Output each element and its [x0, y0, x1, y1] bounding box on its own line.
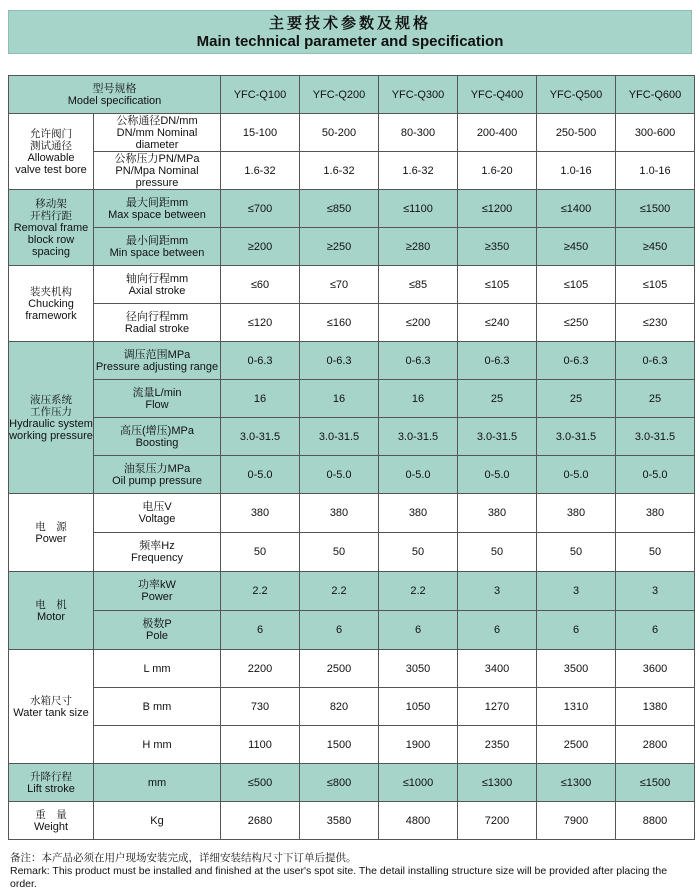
title-chinese: 主要技术参数及规格: [268, 15, 431, 32]
parameter-cell: [94, 380, 221, 418]
parameter-label-zh: H mm: [142, 738, 172, 751]
parameter-cell: [94, 611, 221, 650]
category-label-en: Motor: [36, 610, 66, 623]
value-cell: 4800: [379, 802, 458, 840]
parameter-cell: [94, 572, 221, 611]
model-header: YFC-Q200: [300, 76, 379, 114]
value-cell: ≥350: [458, 228, 537, 266]
parameter-label-zh: mm: [147, 776, 167, 789]
value-cell: ≤1300: [537, 764, 616, 802]
value-cell: 15-100: [221, 114, 300, 152]
parameter-label-zh: L mm: [143, 662, 171, 675]
value-cell: 380: [458, 494, 537, 533]
value-cell: ≥250: [300, 228, 379, 266]
category-cell: [9, 342, 94, 494]
category-label-en: Chucking framework: [25, 297, 77, 322]
model-spec-header: 型号规格 Model specification: [9, 76, 221, 114]
value-cell: 2350: [458, 726, 537, 764]
model-header: YFC-Q600: [616, 76, 695, 114]
parameter-cell: [94, 802, 221, 840]
category-label-zh: 升降行程: [30, 770, 72, 783]
spec-row: [9, 418, 695, 456]
parameter-cell: [94, 533, 221, 572]
category-cell: [9, 190, 94, 266]
parameter-label-zh: 电压V: [142, 501, 172, 513]
parameter-label-zh: 轴向行程mm: [125, 272, 189, 285]
category-cell: [9, 266, 94, 342]
value-cell: ≤850: [300, 190, 379, 228]
value-cell: ≤1500: [616, 190, 695, 228]
value-cell: 0-6.3: [300, 342, 379, 380]
parameter-cell: [94, 342, 221, 380]
value-cell: 2500: [300, 650, 379, 688]
category-label-zh: 装夹机构: [30, 285, 72, 298]
value-cell: 1.0-16: [616, 152, 695, 190]
category-cell: [9, 764, 94, 802]
value-cell: 0-6.3: [221, 342, 300, 380]
parameter-cell: [94, 726, 221, 764]
spec-row: [9, 152, 695, 190]
parameter-label-en: Axial stroke: [128, 284, 186, 297]
value-cell: 3.0-31.5: [221, 418, 300, 456]
parameter-label-zh: B mm: [142, 700, 172, 713]
parameter-label-zh: 频率Hz: [139, 540, 175, 552]
spec-row: [9, 764, 695, 802]
header-row: [9, 76, 695, 114]
value-cell: ≤500: [221, 764, 300, 802]
category-label-en: Removal frame block row spacing: [13, 221, 89, 258]
category-cell: [9, 572, 94, 650]
value-cell: 1310: [537, 688, 616, 726]
value-cell: 380: [379, 494, 458, 533]
category-label-en: Lift stroke: [27, 782, 75, 795]
value-cell: 2800: [616, 726, 695, 764]
value-cell: 3.0-31.5: [379, 418, 458, 456]
category-label-en: Weight: [33, 820, 69, 833]
value-cell: 0-5.0: [616, 456, 695, 494]
value-cell: 0-6.3: [616, 342, 695, 380]
value-cell: ≤1500: [616, 764, 695, 802]
parameter-label-en: Max space between: [108, 208, 206, 221]
value-cell: 3.0-31.5: [537, 418, 616, 456]
parameter-label-zh: 调压范围MPa: [123, 348, 191, 361]
value-cell: 16: [379, 380, 458, 418]
value-cell: ≤105: [537, 266, 616, 304]
parameter-cell: [94, 266, 221, 304]
value-cell: 0-6.3: [379, 342, 458, 380]
parameter-cell: [94, 152, 221, 190]
spec-row: [9, 304, 695, 342]
value-cell: 25: [616, 380, 695, 418]
value-cell: 6: [458, 611, 537, 650]
value-cell: 7900: [537, 802, 616, 840]
value-cell: 50: [616, 533, 695, 572]
value-cell: 3580: [300, 802, 379, 840]
remark-english: Remark: This product must be installed and finished at the user's spot site. The detail installing structure size will be provided after placing the order.: [10, 865, 668, 890]
value-cell: ≤240: [458, 304, 537, 342]
value-cell: 3.0-31.5: [300, 418, 379, 456]
category-label-en: Water tank size: [13, 706, 89, 719]
value-cell: 7200: [458, 802, 537, 840]
parameter-label-zh: 公称压力PN/MPa: [114, 152, 200, 165]
value-cell: 2680: [221, 802, 300, 840]
value-cell: 16: [221, 380, 300, 418]
parameter-label-zh: 最大间距mm: [125, 196, 189, 209]
value-cell: 50: [458, 533, 537, 572]
model-header: YFC-Q400: [458, 76, 537, 114]
value-cell: ≥200: [221, 228, 300, 266]
parameter-cell: [94, 228, 221, 266]
value-cell: 0-5.0: [300, 456, 379, 494]
value-cell: ≤60: [221, 266, 300, 304]
parameter-label-zh: 极数P: [142, 618, 172, 630]
value-cell: 6: [300, 611, 379, 650]
value-cell: 8800: [616, 802, 695, 840]
parameter-label-en: Frequency: [131, 552, 183, 564]
value-cell: 380: [300, 494, 379, 533]
parameter-cell: [94, 650, 221, 688]
value-cell: ≤120: [221, 304, 300, 342]
spec-table: [8, 75, 695, 840]
parameter-cell: [94, 764, 221, 802]
value-cell: 3500: [537, 650, 616, 688]
value-cell: ≤250: [537, 304, 616, 342]
spec-row: [9, 380, 695, 418]
value-cell: 80-300: [379, 114, 458, 152]
value-cell: ≤105: [616, 266, 695, 304]
value-cell: 1100: [221, 726, 300, 764]
model-header: YFC-Q300: [379, 76, 458, 114]
parameter-label-en: Power: [141, 591, 173, 603]
value-cell: 2500: [537, 726, 616, 764]
value-cell: ≤230: [616, 304, 695, 342]
spec-row: [9, 190, 695, 228]
category-label-en: Hydraulic system working pressure: [9, 417, 93, 442]
value-cell: 1500: [300, 726, 379, 764]
category-label-zh: 电 源: [35, 520, 67, 533]
title-english: Main technical parameter and specification: [196, 33, 504, 50]
value-cell: ≤800: [300, 764, 379, 802]
value-cell: 6: [537, 611, 616, 650]
value-cell: 730: [221, 688, 300, 726]
value-cell: 1.0-16: [537, 152, 616, 190]
category-label-en: Power: [35, 532, 67, 545]
value-cell: 1.6-32: [379, 152, 458, 190]
spec-row: [9, 456, 695, 494]
spec-row: [9, 572, 695, 611]
parameter-label-en: Oil pump pressure: [112, 474, 202, 487]
spec-row: [9, 726, 695, 764]
value-cell: 0-5.0: [458, 456, 537, 494]
parameter-label-zh: 最小间距mm: [125, 234, 189, 247]
spec-row: [9, 688, 695, 726]
value-cell: ≤70: [300, 266, 379, 304]
category-cell: [9, 650, 94, 764]
value-cell: 50-200: [300, 114, 379, 152]
value-cell: 1900: [379, 726, 458, 764]
value-cell: ≤700: [221, 190, 300, 228]
parameter-cell: [94, 304, 221, 342]
value-cell: 50: [300, 533, 379, 572]
value-cell: 0-5.0: [537, 456, 616, 494]
category-label-zh: 允许阀门 测试通径: [30, 127, 72, 152]
value-cell: 1050: [379, 688, 458, 726]
category-label-zh: 重 量: [35, 808, 67, 821]
remark: [10, 852, 694, 891]
spec-row: [9, 533, 695, 572]
value-cell: 200-400: [458, 114, 537, 152]
spec-row: [9, 342, 695, 380]
parameter-label-zh: 公称通径DN/mm: [116, 114, 198, 127]
category-cell: [9, 802, 94, 840]
value-cell: 3: [537, 572, 616, 611]
value-cell: 3.0-31.5: [616, 418, 695, 456]
value-cell: 25: [458, 380, 537, 418]
spec-row: [9, 802, 695, 840]
value-cell: ≥450: [616, 228, 695, 266]
parameter-label-en: Voltage: [138, 513, 176, 525]
value-cell: 3: [616, 572, 695, 611]
value-cell: 380: [537, 494, 616, 533]
parameter-label-zh: Kg: [150, 814, 164, 827]
value-cell: 250-500: [537, 114, 616, 152]
category-label-zh: 液压系统 工作压力: [30, 393, 72, 418]
value-cell: 3050: [379, 650, 458, 688]
category-label-zh: 电 机: [35, 598, 67, 611]
spec-row: [9, 266, 695, 304]
value-cell: 0-5.0: [221, 456, 300, 494]
value-cell: 1270: [458, 688, 537, 726]
value-cell: 2.2: [300, 572, 379, 611]
value-cell: 3400: [458, 650, 537, 688]
parameter-label-zh: 径向行程mm: [125, 310, 189, 323]
value-cell: 380: [616, 494, 695, 533]
parameter-label-zh: 功率kW: [138, 579, 176, 591]
value-cell: 6: [616, 611, 695, 650]
parameter-label-en: Min space between: [109, 246, 205, 259]
value-cell: ≤105: [458, 266, 537, 304]
value-cell: ≥450: [537, 228, 616, 266]
value-cell: 50: [379, 533, 458, 572]
spec-row: [9, 494, 695, 533]
value-cell: 1380: [616, 688, 695, 726]
parameter-label-en: Boosting: [135, 436, 179, 449]
parameter-label-en: Flow: [145, 398, 169, 411]
value-cell: ≤200: [379, 304, 458, 342]
value-cell: ≤160: [300, 304, 379, 342]
value-cell: ≤1100: [379, 190, 458, 228]
parameter-cell: [94, 688, 221, 726]
parameter-label-en: Pressure adjusting range: [95, 360, 219, 373]
value-cell: 1.6-32: [221, 152, 300, 190]
value-cell: ≥280: [379, 228, 458, 266]
value-cell: 0-5.0: [379, 456, 458, 494]
category-label-en: Allowable valve test bore: [15, 151, 87, 176]
parameter-cell: [94, 114, 221, 152]
parameter-label-zh: 流量L/min: [132, 386, 182, 399]
value-cell: 2200: [221, 650, 300, 688]
category-label-zh: 移动架 开档行距: [30, 197, 72, 222]
value-cell: 820: [300, 688, 379, 726]
spec-row: [9, 228, 695, 266]
value-cell: 300-600: [616, 114, 695, 152]
value-cell: 50: [221, 533, 300, 572]
value-cell: ≤1300: [458, 764, 537, 802]
value-cell: 0-6.3: [537, 342, 616, 380]
parameter-label-en: Radial stroke: [124, 322, 190, 335]
value-cell: 3: [458, 572, 537, 611]
parameter-cell: [94, 418, 221, 456]
value-cell: ≤1000: [379, 764, 458, 802]
title-banner: [8, 10, 692, 54]
spec-row: [9, 611, 695, 650]
value-cell: 16: [300, 380, 379, 418]
value-cell: 3600: [616, 650, 695, 688]
value-cell: 25: [537, 380, 616, 418]
value-cell: 1.6-20: [458, 152, 537, 190]
parameter-cell: [94, 190, 221, 228]
value-cell: 1.6-32: [300, 152, 379, 190]
parameter-label-en: Pole: [145, 630, 169, 642]
value-cell: 2.2: [221, 572, 300, 611]
category-cell: [9, 494, 94, 572]
parameter-label-en: DN/mm Nominal diameter: [116, 126, 198, 151]
parameter-cell: [94, 494, 221, 533]
value-cell: 6: [221, 611, 300, 650]
value-cell: 3.0-31.5: [458, 418, 537, 456]
value-cell: 50: [537, 533, 616, 572]
spec-row: [9, 650, 695, 688]
model-header: YFC-Q500: [537, 76, 616, 114]
value-cell: ≤1400: [537, 190, 616, 228]
value-cell: ≤85: [379, 266, 458, 304]
value-cell: 2.2: [379, 572, 458, 611]
parameter-label-zh: 油泵压力MPa: [123, 462, 191, 475]
value-cell: ≤1200: [458, 190, 537, 228]
remark-chinese: 备注：本产品必须在用户现场安装完成，详细安装结构尺寸下订单后提供。: [10, 852, 357, 864]
parameter-cell: [94, 456, 221, 494]
spec-row: [9, 114, 695, 152]
category-label-zh: 水箱尺寸: [30, 694, 72, 707]
parameter-label-zh: 高压(增压)MPa: [120, 424, 194, 437]
model-header: YFC-Q100: [221, 76, 300, 114]
value-cell: 380: [221, 494, 300, 533]
value-cell: 6: [379, 611, 458, 650]
value-cell: 0-6.3: [458, 342, 537, 380]
parameter-label-en: PN/Mpa Nominal pressure: [115, 164, 199, 189]
category-cell: [9, 114, 94, 190]
